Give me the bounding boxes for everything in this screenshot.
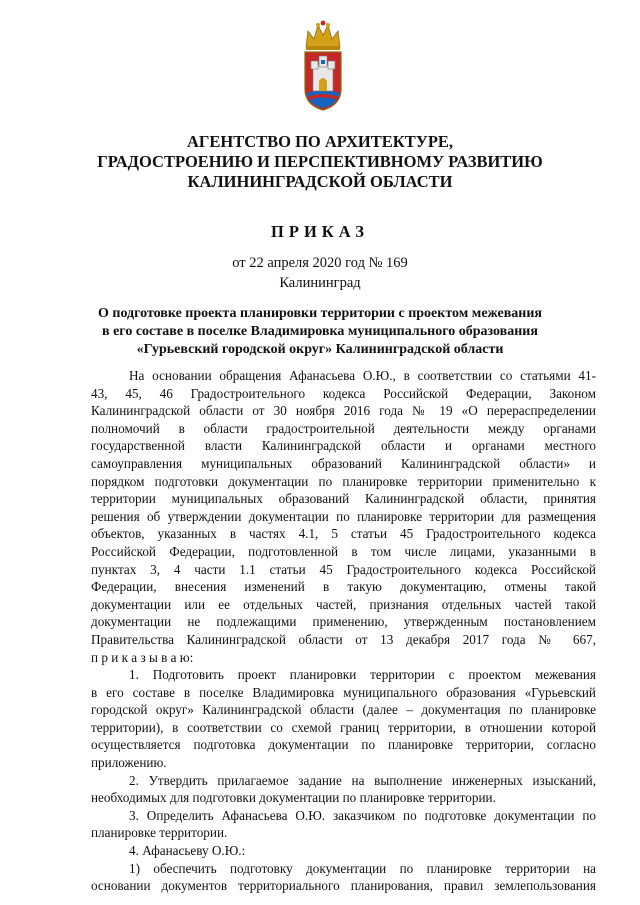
order-body (91, 367, 596, 895)
body-line: документации не подлежащими применению, утвержденным постановлением (91, 614, 596, 630)
body-line: порядком подготовки документации по планировке территории применительно к (91, 473, 596, 489)
order-title: ПРИКАЗ (271, 222, 369, 241)
agency-name-line-2: ГРАДОСТРОЕНИЮ И ПЕРСПЕКТИВНОМУ РАЗВИТИЮ (97, 152, 543, 171)
body-line: решения об утверждении документации по планировке территории для размещения (91, 508, 596, 524)
subject-line-3: «Гурьевский городской округ» Калининградской области (136, 342, 504, 357)
body-line: полномочий в области градостроительной деятельности между органами (91, 420, 596, 436)
body-line: Федерации, внесения изменений в такую документацию, отмены такой (91, 579, 596, 595)
body-line: самоуправления муниципальных образований Калининградской области» и (91, 455, 596, 471)
body-line: основании документов территориального планирования, правил землепользования (91, 878, 596, 894)
body-line: 2. Утвердить прилагаемое задание на выполнение инженерных изысканий, (129, 772, 596, 788)
body-line: Калининградской области от 30 ноября 2016 года № 19 «О перераспределении (91, 403, 596, 419)
body-line: территории), в соответствии со схемой границ территории, в отношении которой (91, 719, 596, 735)
order-meta (0, 253, 640, 293)
subject-line-1: О подготовке проекта планировки территории с проектом межевания (97, 306, 542, 321)
body-line: 43, 45, 46 Градостроительного кодекса Российской Федерации, Законом (91, 385, 596, 401)
body-line: необходимых для подготовки документации по планировке территории. (91, 790, 496, 806)
body-line: в его составе в поселке Владимировка муниципального образования «Гурьевский (91, 684, 596, 700)
order-date-number: от 22 апреля 2020 год № 169 (232, 255, 408, 271)
order-city: Калининград (279, 275, 361, 291)
body-line: осуществляется подготовка документации по планировке территории, согласно (91, 737, 596, 753)
body-line: государственной власти Калининградской области и органами местного (91, 438, 596, 454)
body-line: планировке территории. (91, 825, 228, 841)
body-line: приложению. (91, 755, 167, 771)
body-line: 3. Определить Афанасьева О.Ю. заказчиком по подготовке документации по (129, 807, 596, 823)
subject-line-2: в его составе в поселке Владимировка муниципального образования (102, 324, 538, 339)
order-subject (0, 305, 640, 359)
body-line: 1. Подготовить проект планировки территории с проектом межевания (129, 667, 596, 683)
body-line: На основании обращения Афанасьева О.Ю., в соответствии со статьями 41- (129, 368, 596, 383)
body-line: п р и к а з ы в а ю: (91, 649, 194, 665)
body-line: документации или ее отдельных частей, признания отдельных частей такой (91, 596, 596, 612)
agency-name-line-1: АГЕНТСТВО ПО АРХИТЕКТУРЕ, (186, 132, 454, 151)
body-line: пунктах 3, 4 части 1.1 статьи 45 Градостроительного кодекса Российской (91, 561, 596, 577)
body-line: городской округ» Калининградской области (далее – документация по планировке (91, 702, 596, 718)
body-line: объектов, указанных в частях 4.1, 5 статьи 45 Градостроительного кодекса (91, 526, 596, 542)
coat-of-arms-icon (302, 17, 344, 112)
body-line: Российской Федерации, подготовленной в том числе лицами, указанными в (91, 543, 596, 559)
body-line: Правительства Калининградской области от 13 декабря 2017 года № 667, (91, 631, 596, 647)
body-line: территории муниципальных образований Калининградской области, принятия (91, 491, 596, 507)
body-line: 4. Афанасьеву О.Ю.: (129, 843, 246, 859)
agency-name-line-3: КАЛИНИНГРАДСКОЙ ОБЛАСТИ (187, 172, 453, 191)
agency-name (0, 132, 640, 192)
body-line: 1) обеспечить подготовку документации по планировке территории на (129, 860, 596, 876)
